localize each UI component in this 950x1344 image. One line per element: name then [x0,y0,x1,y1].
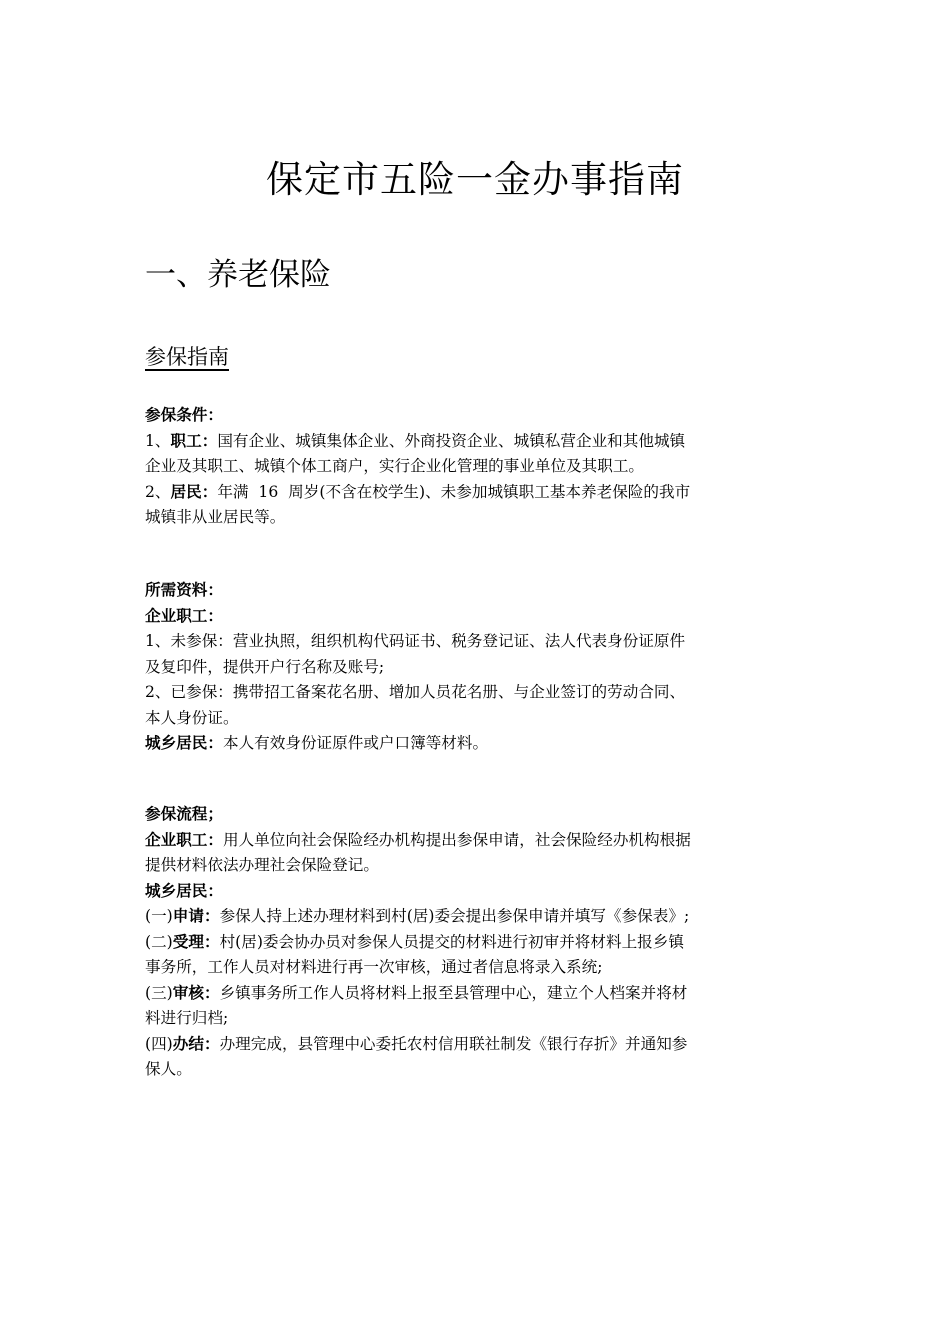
process-block [145,802,810,1083]
step-label: 办结： [172,1034,220,1053]
step-text: 村(居)委会协办员对参保人员提交的材料进行初审并将材料上报乡镇 [219,932,684,951]
process-heading: 参保流程； [145,805,223,823]
condition-text-cont: 城镇非从业居民等。 [145,508,286,526]
step-prefix: (三) [145,983,173,1002]
sub-heading: 参保指南 [145,345,229,369]
process-step [145,930,810,956]
step-prefix: (四) [145,1034,173,1053]
materials-resident-line [145,731,810,757]
process-enterprise-label: 企业职工： [145,830,223,849]
materials-heading: 所需资料： [145,581,223,599]
materials-block [145,578,810,757]
condition-text: 国有企业、城镇集体企业、外商投资企业、城镇私营企业和其他城镇 [217,431,686,450]
condition-text-cont: 企业及其职工、城镇个体工商户，实行企业化管理的事业单位及其职工。 [145,457,645,475]
condition-label: 职工： [170,431,218,450]
process-step-cont: 保人。 [145,1060,192,1078]
condition-label: 居民： [170,482,218,501]
process-step [145,981,810,1007]
step-text: 办理完成，县管理中心委托农村信用联社制发《银行存折》并通知参 [219,1034,688,1053]
process-enterprise-line [145,828,810,854]
condition-number: 1、 [145,431,171,450]
step-label: 审核： [172,983,220,1002]
condition-text: 年满 16 周岁(不含在校学生)、未参加城镇职工基本养老保险的我市 [217,482,691,501]
process-resident-heading: 城乡居民： [145,881,223,900]
step-text: 参保人持上述办理材料到村(居)委会提出参保申请并填写《参保表》; [219,907,690,925]
document-title: 保定市五险一金办事指南 [266,158,684,201]
materials-enterprise-heading: 企业职工： [145,606,223,625]
step-label: 受理： [172,932,220,951]
materials-item-line: 2、已参保：携带招工备案花名册、增加人员花名册、与企业签订的劳动合同、 [145,683,686,701]
process-step [145,1032,810,1058]
condition-number: 2、 [145,482,171,501]
process-enterprise-text: 用人单位向社会保险经办机构提出参保申请，社会保险经办机构根据 [222,830,691,849]
step-text: 乡镇事务所工作人员将材料上报至县管理中心，建立个人档案并将材 [219,983,688,1002]
process-step-cont: 料进行归档; [145,1009,229,1027]
materials-resident-label: 城乡居民： [145,734,223,752]
step-prefix: (二) [145,932,173,951]
step-prefix: (一) [145,907,173,925]
process-enterprise-cont: 提供材料依法办理社会保险登记。 [145,856,379,874]
process-step [145,904,810,930]
conditions-heading: 参保条件： [145,406,223,424]
process-step-cont: 事务所，工作人员对材料进行再一次审核，通过者信息将录入系统; [145,958,603,976]
materials-resident-text: 本人有效身份证原件或户口簿等材料。 [222,734,489,752]
condition-item [145,429,810,455]
materials-item-line: 1、未参保：营业执照，组织机构代码证书、税务登记证、法人代表身份证原件 [145,632,686,650]
conditions-block [145,403,810,531]
materials-item-line: 本人身份证。 [145,708,239,727]
step-label: 申请： [172,907,220,925]
materials-item-line: 及复印件，提供开户行名称及账号; [145,657,385,676]
condition-item [145,480,810,506]
section-heading: 一、养老保险 [145,257,331,293]
